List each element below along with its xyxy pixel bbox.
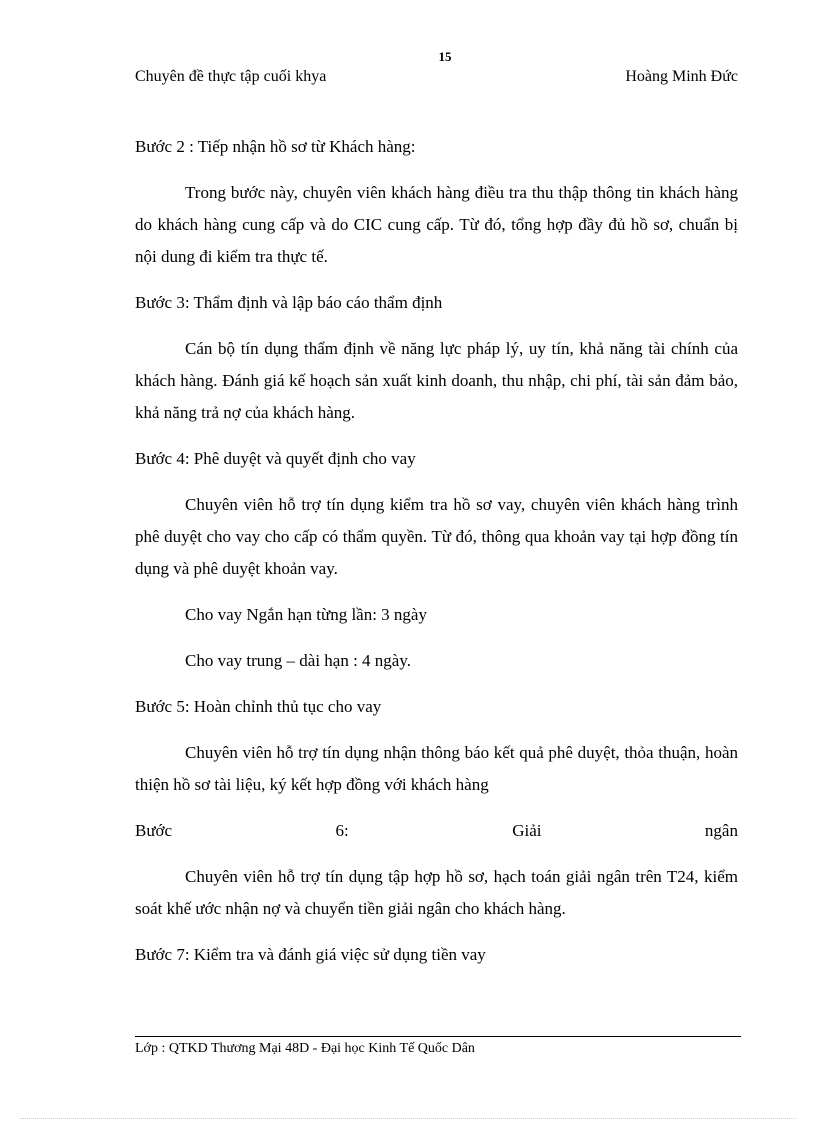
short-term-loan-line: Cho vay Ngắn hạn từng lần: 3 ngày	[185, 605, 427, 624]
step-3-paragraph: Cán bộ tín dụng thẩm định về năng lực pháp lý, uy tín, khả năng tài chính của khách hàng. Đánh giá kế hoạch sản xuất kinh doanh, thu nhập, chi phí, tài sản đảm bảo, khả năng trả nợ của khách hàng.	[135, 339, 738, 422]
step-2-paragraph: Trong bước này, chuyên viên khách hàng điều tra thu thập thông tin khách hàng do khách hàng cung cấp và do CIC cung cấp. Từ đó, tổng hợp đầy đủ hồ sơ, chuẩn bị nội dung đi kiểm tra thực tế.	[135, 183, 738, 266]
step-2-heading: Bước 2 : Tiếp nhận hồ sơ từ Khách hàng:	[135, 137, 416, 156]
page-footer: Lớp : QTKD Thương Mại 48D - Đại học Kinh Tế Quốc Dân	[135, 1041, 475, 1056]
step-5-heading: Bước 5: Hoàn chỉnh thủ tục cho vay	[135, 697, 382, 716]
document-body	[135, 131, 738, 985]
step-6-heading	[135, 815, 738, 847]
step-6-word: ngân	[704, 821, 738, 840]
step-3-heading: Bước 3: Thẩm định và lập báo cáo thẩm định	[135, 293, 443, 312]
header-title: Chuyên đề thực tập cuối khya	[135, 68, 327, 85]
step-5-paragraph: Chuyên viên hỗ trợ tín dụng nhận thông báo kết quả phê duyệt, thỏa thuận, hoàn thiện hồ sơ tài liệu, ký kết hợp đồng với khách hàng	[135, 743, 738, 794]
step-6-paragraph: Chuyên viên hỗ trợ tín dụng tập hợp hồ sơ, hạch toán giải ngân trên T24, kiểm soát khế ước nhận nợ và chuyển tiền giải ngân cho khách hàng.	[135, 867, 738, 918]
page-number: 15	[438, 49, 452, 64]
step-4-paragraph: Chuyên viên hỗ trợ tín dụng kiểm tra hồ sơ vay, chuyên viên khách hàng trình phê duyệt cho vay cho cấp có thẩm quyền. Từ đó, thông qua khoản vay tại hợp đồng tín dụng và phê duyệt khoản vay.	[135, 495, 738, 578]
step-6-word: 6:	[335, 821, 349, 840]
page-header	[135, 66, 738, 88]
step-7-heading: Bước 7: Kiểm tra và đánh giá việc sử dụng tiền vay	[135, 945, 486, 964]
step-6-word: Bước	[135, 821, 173, 840]
footer-divider	[135, 1036, 741, 1037]
long-term-loan-line: Cho vay trung – dài hạn : 4 ngày.	[185, 651, 411, 670]
header-author: Hoàng Minh Đức	[625, 68, 738, 85]
step-6-word: Giải	[512, 821, 542, 840]
page-edge-divider	[20, 1118, 796, 1119]
step-4-heading: Bước 4: Phê duyệt và quyết định cho vay	[135, 449, 416, 468]
